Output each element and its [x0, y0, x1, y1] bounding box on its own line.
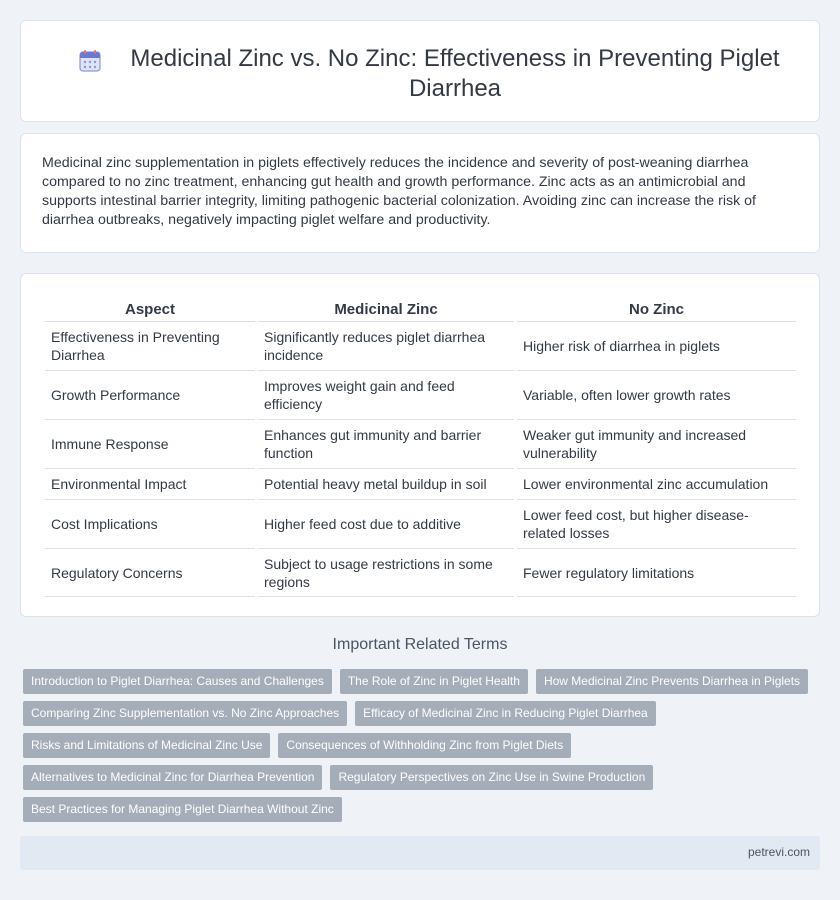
intro-card: [20, 133, 820, 253]
related-term-tag[interactable]: Alternatives to Medicinal Zinc for Diarrhea Prevention: [23, 765, 322, 790]
row-medicinal-zinc: Subject to usage restrictions in some regions: [258, 548, 514, 597]
row-no-zinc: Higher risk of diarrhea in piglets: [517, 321, 796, 370]
header-medicinal-zinc: Medicinal Zinc: [334, 301, 438, 318]
related-term-tag[interactable]: How Medicinal Zinc Prevents Diarrhea in Piglets: [536, 669, 808, 694]
table-row: [45, 370, 796, 419]
comparison-table: [42, 294, 799, 597]
title-card: [20, 20, 820, 122]
row-aspect: Effectiveness in Preventing Diarrhea: [45, 321, 255, 370]
related-term-tag[interactable]: Risks and Limitations of Medicinal Zinc Use: [23, 733, 270, 758]
calendar-icon: [78, 49, 102, 73]
related-terms-title: Important Related Terms: [332, 636, 508, 653]
row-no-zinc: Weaker gut immunity and increased vulnerability: [517, 419, 796, 468]
related-term-tag[interactable]: The Role of Zinc in Piglet Health: [340, 669, 528, 694]
table-row: [45, 548, 796, 597]
related-term-tag[interactable]: Consequences of Withholding Zinc from Piglet Diets: [278, 733, 571, 758]
related-term-tag[interactable]: Efficacy of Medicinal Zinc in Reducing Piglet Diarrhea: [355, 701, 656, 726]
row-aspect: Regulatory Concerns: [45, 548, 255, 597]
row-no-zinc: Fewer regulatory limitations: [517, 548, 796, 597]
row-aspect: Growth Performance: [45, 370, 255, 419]
table-row: [45, 419, 796, 468]
footer: [20, 836, 820, 870]
row-aspect: Immune Response: [45, 419, 255, 468]
row-aspect: Environmental Impact: [45, 468, 255, 499]
row-medicinal-zinc: Significantly reduces piglet diarrhea incidence: [258, 321, 514, 370]
row-medicinal-zinc: Potential heavy metal buildup in soil: [258, 468, 514, 499]
table-row: [45, 468, 796, 499]
related-term-tag[interactable]: Best Practices for Managing Piglet Diarrhea Without Zinc: [23, 797, 342, 822]
table-row: [45, 499, 796, 548]
comparison-card: [20, 273, 820, 617]
intro-paragraph: Medicinal zinc supplementation in piglets effectively reduces the incidence and severity of post-weaning diarrhea compared to no zinc treatment, enhancing gut health and growth performance. Zinc acts as an antimicrobial and supports intestinal barrier integrity, limiting pathogenic bacterial colonization. Avoiding zinc can increase the risk of diarrhea outbreaks, negatively impacting piglet welfare and productivity.: [42, 155, 756, 228]
row-medicinal-zinc: Enhances gut immunity and barrier function: [258, 419, 514, 468]
header-no-zinc: No Zinc: [629, 301, 684, 318]
header-aspect: Aspect: [124, 301, 176, 318]
related-term-tag[interactable]: Introduction to Piglet Diarrhea: Causes and Challenges: [23, 669, 332, 694]
related-terms-list: [23, 669, 823, 829]
row-no-zinc: Lower feed cost, but higher disease-related losses: [517, 499, 796, 548]
row-no-zinc: Lower environmental zinc accumulation: [517, 468, 796, 499]
row-medicinal-zinc: Higher feed cost due to additive: [258, 499, 514, 548]
row-no-zinc: Variable, often lower growth rates: [517, 370, 796, 419]
row-medicinal-zinc: Improves weight gain and feed efficiency: [258, 370, 514, 419]
table-row: [45, 321, 796, 370]
page-title: Medicinal Zinc vs. No Zinc: Effectiveness in Preventing Piglet Diarrhea: [130, 45, 780, 102]
footer-site-link[interactable]: petrevi.com: [747, 845, 810, 859]
row-aspect: Cost Implications: [45, 499, 255, 548]
related-term-tag[interactable]: Comparing Zinc Supplementation vs. No Zinc Approaches: [23, 701, 347, 726]
table-header-row: [45, 294, 796, 321]
related-term-tag[interactable]: Regulatory Perspectives on Zinc Use in Swine Production: [330, 765, 653, 790]
